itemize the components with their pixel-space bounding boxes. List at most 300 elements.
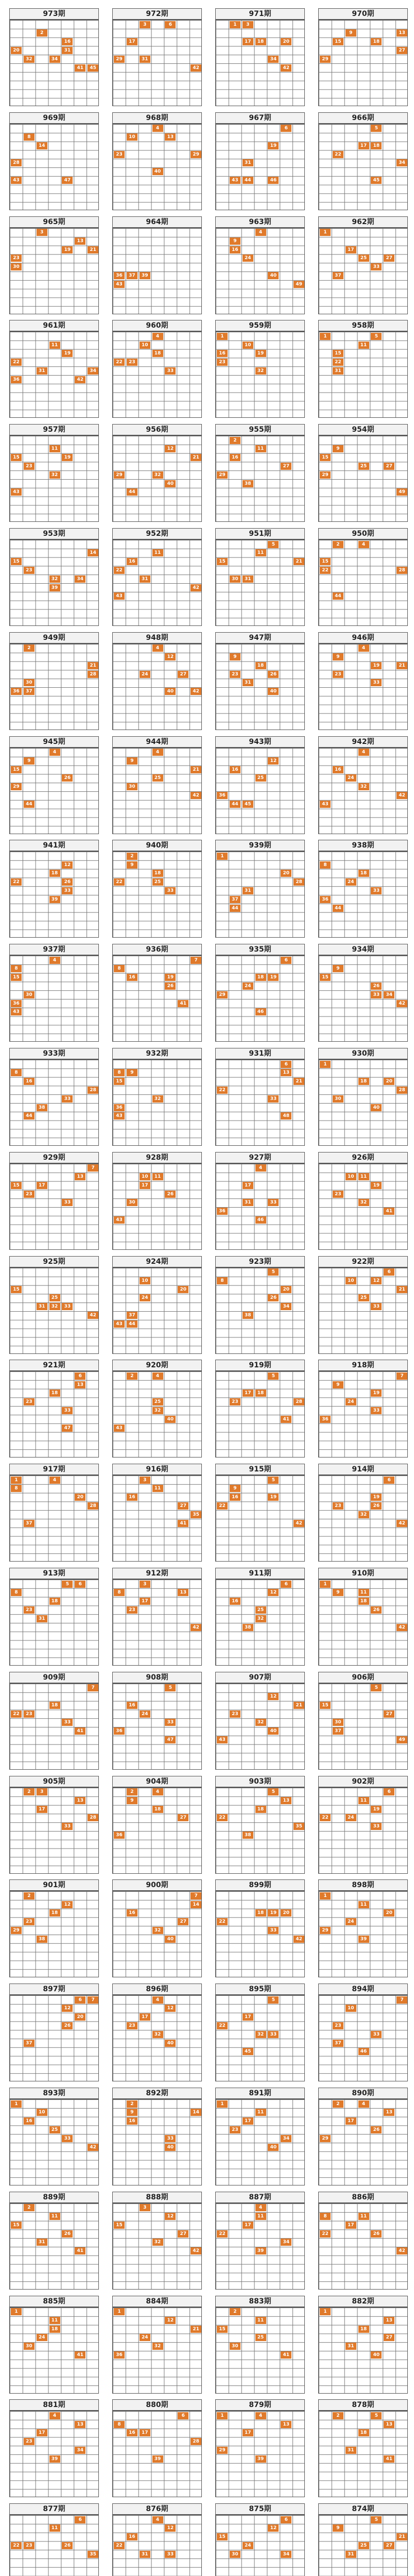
number-grid <box>112 1995 202 2081</box>
highlighted-number: 5 <box>371 333 382 340</box>
highlighted-number: 19 <box>62 350 73 357</box>
number-grid <box>9 1475 99 1562</box>
highlighted-number: 6 <box>75 1372 85 1380</box>
highlighted-number: 43 <box>114 1320 125 1328</box>
number-grid <box>318 1475 408 1562</box>
highlighted-number: 9 <box>24 757 34 765</box>
highlighted-number: 46 <box>255 1008 266 1015</box>
highlighted-number: 15 <box>11 454 22 461</box>
highlighted-number: 5 <box>268 1268 279 1276</box>
highlighted-number: 45 <box>371 177 382 184</box>
highlighted-number: 25 <box>255 2334 266 2341</box>
number-grid <box>318 1891 408 1977</box>
number-grid <box>9 643 99 730</box>
highlighted-number: 39 <box>49 896 60 903</box>
highlighted-number: 13 <box>75 1173 85 1180</box>
card-title: 960期 <box>112 320 202 331</box>
highlighted-number: 23 <box>24 2542 34 2549</box>
highlighted-number: 5 <box>165 1684 176 1691</box>
highlighted-number: 8 <box>114 2421 125 2428</box>
highlighted-number: 19 <box>268 974 279 981</box>
highlighted-number: 38 <box>37 1104 47 1111</box>
highlighted-number: 10 <box>346 1277 356 1284</box>
highlighted-number: 39 <box>255 2455 266 2463</box>
highlighted-number: 31 <box>346 2551 356 2558</box>
card-title: 874期 <box>318 2503 408 2515</box>
highlighted-number: 18 <box>255 1806 266 1813</box>
highlighted-number: 9 <box>127 2109 137 2116</box>
highlighted-number: 2 <box>127 1788 137 1795</box>
number-grid <box>112 1267 202 1354</box>
highlighted-number: 8 <box>320 2213 331 2220</box>
highlighted-number: 13 <box>165 133 176 141</box>
highlighted-number: 33 <box>268 1927 279 1934</box>
number-grid <box>112 1059 202 1146</box>
highlighted-number: 30 <box>11 263 22 270</box>
highlighted-number: 36 <box>320 1416 331 1423</box>
highlighted-number: 17 <box>37 1182 47 1189</box>
highlighted-number: 10 <box>37 2109 47 2116</box>
number-grid <box>112 539 202 626</box>
highlighted-number: 1 <box>230 21 240 28</box>
highlighted-number: 37 <box>24 2040 34 2047</box>
highlighted-number: 27 <box>281 463 291 470</box>
highlighted-number: 33 <box>62 1407 73 1414</box>
card-title: 907期 <box>215 1672 305 1683</box>
card-title: 942期 <box>318 736 408 748</box>
highlighted-number: 12 <box>165 653 176 660</box>
number-grid <box>215 2099 305 2185</box>
highlighted-number: 11 <box>49 342 60 349</box>
highlighted-number: 32 <box>358 1199 369 1206</box>
highlighted-number: 24 <box>140 1294 150 1301</box>
number-grid <box>9 1371 99 1458</box>
highlighted-number: 1 <box>11 2100 22 2108</box>
card-title: 882期 <box>318 2296 408 2307</box>
highlighted-number: 49 <box>396 488 407 496</box>
card-title: 951期 <box>215 528 305 539</box>
highlighted-number: 16 <box>127 2533 137 2540</box>
highlighted-number: 24 <box>346 1814 356 1821</box>
highlighted-number: 2 <box>333 541 343 548</box>
highlighted-number: 20 <box>178 1286 188 1293</box>
highlighted-number: 38 <box>243 480 253 487</box>
highlighted-number: 33 <box>268 1095 279 1103</box>
highlighted-number: 11 <box>255 2317 266 2324</box>
card-title: 884期 <box>112 2296 202 2307</box>
card-title: 968期 <box>112 112 202 124</box>
highlighted-number: 13 <box>178 1589 188 1596</box>
card-title: 940期 <box>112 840 202 851</box>
highlighted-number: 44 <box>127 1320 137 1328</box>
card-title: 930期 <box>318 1048 408 1059</box>
highlighted-number: 29 <box>320 56 331 63</box>
card-title: 948期 <box>112 632 202 643</box>
highlighted-number: 2 <box>230 437 240 444</box>
highlighted-number: 40 <box>371 1104 382 1111</box>
highlighted-number: 33 <box>165 2135 176 2142</box>
number-grid <box>318 643 408 730</box>
highlighted-number: 16 <box>127 2429 137 2436</box>
highlighted-number: 43 <box>320 801 331 808</box>
highlighted-number: 25 <box>358 255 369 262</box>
highlighted-number: 21 <box>396 662 407 669</box>
highlighted-number: 36 <box>217 1208 228 1215</box>
number-grid <box>215 124 305 210</box>
highlighted-number: 24 <box>346 878 356 886</box>
highlighted-number: 4 <box>152 1996 163 2004</box>
card-title: 963期 <box>215 216 305 228</box>
highlighted-number: 33 <box>165 887 176 894</box>
highlighted-number: 23 <box>127 1606 137 1614</box>
highlighted-number: 9 <box>346 29 356 37</box>
highlighted-number: 1 <box>320 333 331 340</box>
number-grid <box>318 1787 408 1874</box>
highlighted-number: 32 <box>358 783 369 790</box>
highlighted-number: 19 <box>268 1909 279 1917</box>
number-grid <box>112 643 202 730</box>
highlighted-number: 23 <box>230 1398 240 1405</box>
highlighted-number: 21 <box>191 454 201 461</box>
highlighted-number: 33 <box>62 1719 73 1726</box>
card-title: 927期 <box>215 1152 305 1163</box>
highlighted-number: 42 <box>191 2247 201 2255</box>
highlighted-number: 20 <box>11 47 22 54</box>
highlighted-number: 28 <box>396 567 407 574</box>
highlighted-number: 42 <box>191 688 201 695</box>
card-title: 898期 <box>318 1879 408 1891</box>
highlighted-number: 16 <box>217 350 228 357</box>
highlighted-number: 12 <box>165 2317 176 2324</box>
card-title: 950期 <box>318 528 408 539</box>
highlighted-number: 8 <box>114 1589 125 1596</box>
highlighted-number: 40 <box>165 480 176 487</box>
number-grid <box>112 1579 202 1666</box>
highlighted-number: 17 <box>37 2429 47 2436</box>
highlighted-number: 36 <box>217 792 228 799</box>
highlighted-number: 1 <box>320 229 331 236</box>
highlighted-number: 4 <box>152 645 163 652</box>
highlighted-number: 28 <box>88 1502 98 1510</box>
highlighted-number: 19 <box>165 974 176 981</box>
highlighted-number: 18 <box>152 1806 163 1813</box>
highlighted-number: 25 <box>49 1294 60 1301</box>
card-title: 969期 <box>9 112 99 124</box>
highlighted-number: 9 <box>230 238 240 245</box>
highlighted-number: 18 <box>49 1702 60 1709</box>
highlighted-number: 11 <box>358 342 369 349</box>
highlighted-number: 36 <box>11 688 22 695</box>
card-title: 961期 <box>9 320 99 331</box>
card-title: 965期 <box>9 216 99 228</box>
highlighted-number: 9 <box>127 1797 137 1804</box>
highlighted-number: 4 <box>49 957 60 964</box>
highlighted-number: 23 <box>230 671 240 678</box>
highlighted-number: 10 <box>140 1173 150 1180</box>
number-grid <box>9 1891 99 1977</box>
highlighted-number: 27 <box>178 1918 188 1925</box>
highlighted-number: 32 <box>152 2031 163 2038</box>
highlighted-number: 5 <box>268 1477 279 1484</box>
highlighted-number: 2 <box>37 29 47 37</box>
highlighted-number: 18 <box>358 1598 369 1605</box>
highlighted-number: 21 <box>396 1286 407 1293</box>
highlighted-number: 9 <box>333 445 343 452</box>
highlighted-number: 36 <box>114 1832 125 1839</box>
highlighted-number: 10 <box>127 133 137 141</box>
highlighted-number: 33 <box>165 367 176 375</box>
number-grid <box>9 2411 99 2497</box>
highlighted-number: 40 <box>268 1727 279 1735</box>
highlighted-number: 18 <box>49 1598 60 1605</box>
highlighted-number: 30 <box>24 991 34 998</box>
highlighted-number: 17 <box>346 246 356 253</box>
highlighted-number: 16 <box>127 558 137 565</box>
card-title: 936期 <box>112 944 202 955</box>
highlighted-number: 35 <box>88 2551 98 2558</box>
highlighted-number: 22 <box>11 359 22 366</box>
highlighted-number: 21 <box>294 1702 304 1709</box>
card-title: 899期 <box>215 1879 305 1891</box>
number-grid <box>112 2203 202 2290</box>
highlighted-number: 3 <box>243 21 253 28</box>
highlighted-number: 41 <box>384 2455 394 2463</box>
highlighted-number: 22 <box>320 1814 331 1821</box>
highlighted-number: 37 <box>24 1520 34 1527</box>
number-grid <box>215 1163 305 1250</box>
number-grid <box>318 955 408 1042</box>
highlighted-number: 6 <box>281 957 291 964</box>
highlighted-number: 1 <box>114 2308 125 2315</box>
highlighted-number: 4 <box>49 1477 60 1484</box>
highlighted-number: 6 <box>384 1268 394 1276</box>
highlighted-number: 24 <box>243 255 253 262</box>
number-grid <box>9 1995 99 2081</box>
highlighted-number: 11 <box>49 2317 60 2324</box>
number-grid <box>318 539 408 626</box>
highlighted-number: 10 <box>140 1277 150 1284</box>
card-title: 915期 <box>215 1464 305 1475</box>
highlighted-number: 23 <box>11 255 22 262</box>
card-title: 878期 <box>318 2399 408 2411</box>
highlighted-number: 48 <box>281 1112 291 1120</box>
highlighted-number: 12 <box>371 1277 382 1284</box>
highlighted-number: 42 <box>75 376 85 383</box>
highlighted-number: 23 <box>333 1191 343 1198</box>
highlighted-number: 18 <box>358 870 369 877</box>
number-grid <box>318 851 408 938</box>
number-grid <box>215 955 305 1042</box>
highlighted-number: 28 <box>11 159 22 166</box>
number-grid <box>215 1891 305 1977</box>
highlighted-number: 15 <box>114 2222 125 2229</box>
highlighted-number: 15 <box>11 766 22 773</box>
highlighted-number: 23 <box>24 1918 34 1925</box>
highlighted-number: 8 <box>11 1589 22 1596</box>
highlighted-number: 11 <box>152 549 163 556</box>
highlighted-number: 11 <box>255 445 266 452</box>
highlighted-number: 28 <box>88 1814 98 1821</box>
highlighted-number: 13 <box>75 238 85 245</box>
highlighted-number: 9 <box>127 861 137 869</box>
highlighted-number: 31 <box>346 2343 356 2350</box>
highlighted-number: 33 <box>62 1303 73 1310</box>
highlighted-number: 11 <box>358 2213 369 2220</box>
highlighted-number: 26 <box>268 671 279 678</box>
card-title: 955期 <box>215 424 305 435</box>
card-title: 957期 <box>9 424 99 435</box>
number-grid <box>112 748 202 834</box>
highlighted-number: 23 <box>114 151 125 158</box>
card-title: 920期 <box>112 1360 202 1371</box>
number-grid <box>112 435 202 522</box>
highlighted-number: 31 <box>243 575 253 583</box>
card-title: 924期 <box>112 1256 202 1267</box>
highlighted-number: 5 <box>371 2412 382 2419</box>
highlighted-number: 17 <box>243 2013 253 2021</box>
highlighted-number: 40 <box>165 2040 176 2047</box>
number-grid <box>318 435 408 522</box>
highlighted-number: 25 <box>152 1398 163 1405</box>
highlighted-number: 7 <box>396 1372 407 1380</box>
number-grid <box>318 1683 408 1770</box>
highlighted-number: 27 <box>396 47 407 54</box>
highlighted-number: 40 <box>371 2351 382 2359</box>
highlighted-number: 40 <box>165 1416 176 1423</box>
highlighted-number: 43 <box>217 1736 228 1743</box>
highlighted-number: 25 <box>152 878 163 886</box>
highlighted-number: 17 <box>140 1182 150 1189</box>
highlighted-number: 17 <box>346 2117 356 2125</box>
highlighted-number: 2 <box>24 645 34 652</box>
highlighted-number: 18 <box>358 2326 369 2333</box>
highlighted-number: 12 <box>62 2005 73 2012</box>
highlighted-number: 36 <box>320 896 331 903</box>
number-grid <box>215 1683 305 1770</box>
number-grid <box>318 331 408 418</box>
highlighted-number: 22 <box>11 878 22 886</box>
highlighted-number: 41 <box>75 1727 85 1735</box>
highlighted-number: 2 <box>230 2308 240 2315</box>
card-title: 890期 <box>318 2088 408 2099</box>
highlighted-number: 2 <box>24 1892 34 1900</box>
highlighted-number: 24 <box>346 1398 356 1405</box>
highlighted-number: 20 <box>75 2013 85 2021</box>
highlighted-number: 43 <box>114 1216 125 1224</box>
highlighted-number: 41 <box>281 2351 291 2359</box>
number-grid <box>215 1787 305 1874</box>
card-title: 887期 <box>215 2192 305 2203</box>
number-grid <box>9 1267 99 1354</box>
highlighted-number: 1 <box>320 1581 331 1588</box>
highlighted-number: 32 <box>49 471 60 479</box>
highlighted-number: 29 <box>217 2447 228 2454</box>
highlighted-number: 45 <box>243 801 253 808</box>
highlighted-number: 11 <box>152 1173 163 1180</box>
highlighted-number: 26 <box>165 982 176 990</box>
card-title: 904期 <box>112 1776 202 1787</box>
number-grid <box>215 2411 305 2497</box>
highlighted-number: 13 <box>384 2317 394 2324</box>
highlighted-number: 8 <box>217 1277 228 1284</box>
highlighted-number: 13 <box>384 2109 394 2116</box>
highlighted-number: 16 <box>127 2117 137 2125</box>
highlighted-number: 14 <box>37 142 47 149</box>
highlighted-number: 32 <box>49 1303 60 1310</box>
highlighted-number: 42 <box>294 1936 304 1943</box>
highlighted-number: 14 <box>88 549 98 556</box>
highlighted-number: 1 <box>11 1477 22 1484</box>
number-grid <box>9 1787 99 1874</box>
highlighted-number: 1 <box>320 1892 331 1900</box>
highlighted-number: 16 <box>62 38 73 45</box>
highlighted-number: 25 <box>358 463 369 470</box>
number-grid <box>112 1371 202 1458</box>
highlighted-number: 13 <box>75 2421 85 2428</box>
highlighted-number: 11 <box>255 2109 266 2116</box>
highlighted-number: 42 <box>396 2247 407 2255</box>
highlighted-number: 15 <box>11 558 22 565</box>
highlighted-number: 36 <box>114 1104 125 1111</box>
card-title: 935期 <box>215 944 305 955</box>
highlighted-number: 30 <box>24 2343 34 2350</box>
number-grid <box>215 643 305 730</box>
highlighted-number: 23 <box>127 359 137 366</box>
card-title: 880期 <box>112 2399 202 2411</box>
highlighted-number: 16 <box>127 1494 137 1501</box>
highlighted-number: 23 <box>333 2022 343 2029</box>
highlighted-number: 30 <box>333 1719 343 1726</box>
highlighted-number: 6 <box>75 1996 85 2004</box>
highlighted-number: 33 <box>371 1407 382 1414</box>
highlighted-number: 21 <box>191 766 201 773</box>
highlighted-number: 37 <box>333 1727 343 1735</box>
highlighted-number: 27 <box>178 1502 188 1510</box>
card-title: 921期 <box>9 1360 99 1371</box>
highlighted-number: 3 <box>37 1788 47 1795</box>
number-grid <box>112 1891 202 1977</box>
highlighted-number: 30 <box>230 2551 240 2558</box>
highlighted-number: 4 <box>49 749 60 756</box>
highlighted-number: 19 <box>371 1494 382 1501</box>
highlighted-number: 44 <box>230 905 240 912</box>
highlighted-number: 22 <box>320 2230 331 2238</box>
highlighted-number: 27 <box>384 255 394 262</box>
highlighted-number: 32 <box>358 1511 369 1518</box>
highlighted-number: 46 <box>255 1216 266 1224</box>
highlighted-number: 37 <box>230 896 240 903</box>
highlighted-number: 28 <box>396 1087 407 1094</box>
card-title: 889期 <box>9 2192 99 2203</box>
highlighted-number: 36 <box>114 272 125 279</box>
card-title: 891期 <box>215 2088 305 2099</box>
highlighted-number: 33 <box>165 2551 176 2558</box>
highlighted-number: 32 <box>152 2239 163 2246</box>
highlighted-number: 7 <box>88 1164 98 1172</box>
card-title: 912期 <box>112 1568 202 1579</box>
highlighted-number: 42 <box>191 792 201 799</box>
highlighted-number: 34 <box>75 2447 85 2454</box>
highlighted-number: 8 <box>11 1069 22 1076</box>
highlighted-number: 15 <box>11 974 22 981</box>
highlighted-number: 6 <box>281 1581 291 1588</box>
number-grid <box>215 2203 305 2290</box>
card-title: 954期 <box>318 424 408 435</box>
number-grid <box>9 1059 99 1146</box>
highlighted-number: 36 <box>114 1727 125 1735</box>
highlighted-number: 24 <box>346 774 356 782</box>
highlighted-number: 43 <box>114 281 125 288</box>
